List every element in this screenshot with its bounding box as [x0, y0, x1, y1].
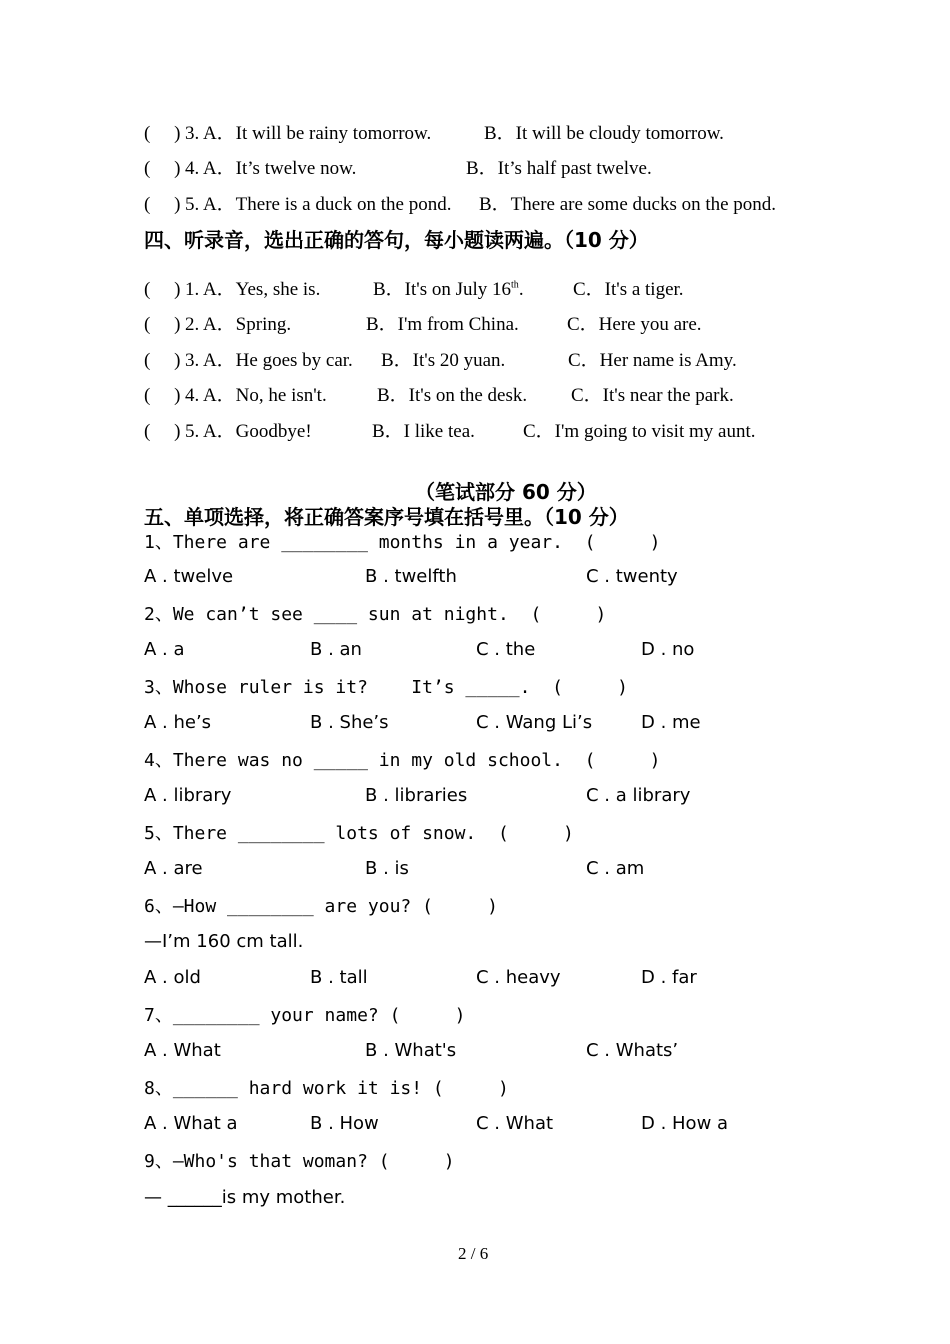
question-2: 2、We can’t see ____ sun at night. ( ): [144, 604, 607, 625]
listening-item-5-b: B．There are some ducks on the pond.: [479, 194, 777, 215]
question-6: 6、—How ________ are you? ( ): [144, 896, 498, 917]
option: B . is: [365, 858, 409, 879]
option: C . a library: [586, 785, 691, 806]
listening-item-5-a: 5. A．There is a duck on the pond.: [185, 194, 452, 215]
option: C . heavy: [476, 967, 561, 988]
option: C . Whats’: [586, 1040, 679, 1061]
s4-item-2-b: B．I'm from China.: [366, 314, 519, 335]
section-4-title: 四、听录音，选出正确的答句，每小题读两遍。（10 分）: [144, 228, 649, 252]
s4-item-1-a: 1. A．Yes, she is.: [185, 279, 321, 300]
page-number: 2 / 6: [458, 1244, 489, 1263]
option: C . Wang Li’s: [476, 712, 593, 733]
bracket: ( ): [144, 385, 181, 406]
option: C . What: [476, 1113, 554, 1134]
option: C . twenty: [586, 566, 678, 587]
bracket: ( ): [144, 421, 181, 442]
bracket: ( ): [144, 350, 181, 371]
question-9-answer: — ______is my mother.: [144, 1187, 346, 1208]
option: A . a: [144, 639, 185, 660]
option: B . She’s: [310, 712, 389, 733]
bracket: ( ): [144, 123, 181, 144]
option: A . old: [144, 967, 201, 988]
option: C . am: [586, 858, 645, 879]
option: B . What's: [365, 1040, 457, 1061]
s4-item-4-a: 4. A．No, he isn't.: [185, 385, 327, 406]
option: B . an: [310, 639, 362, 660]
question-9: 9、—Who's that woman? ( ): [144, 1151, 455, 1172]
listening-item-4-a: 4. A．It’s twelve now.: [185, 158, 357, 179]
listening-item-3-b: B．It will be cloudy tomorrow.: [484, 123, 724, 144]
option: B . twelfth: [365, 566, 457, 587]
option: A . What: [144, 1040, 221, 1061]
s4-item-3-c: C．Her name is Amy.: [568, 350, 737, 371]
option: A . twelve: [144, 566, 234, 587]
question-1: 1、There are ________ months in a year. ( ): [144, 532, 661, 553]
option: B . tall: [310, 967, 368, 988]
s4-item-5-c: C．I'm going to visit my aunt.: [523, 421, 756, 442]
option: D . How a: [641, 1113, 729, 1134]
s4-item-2-c: C．Here you are.: [567, 314, 702, 335]
option: C . the: [476, 639, 536, 660]
s4-item-4-b: B．It's on the desk.: [377, 385, 528, 406]
option: A . library: [144, 785, 232, 806]
s4-item-5-b: B．I like tea.: [372, 421, 475, 442]
s4-item-3-b: B．It's 20 yuan.: [381, 350, 506, 371]
question-5: 5、There ________ lots of snow. ( ): [144, 823, 574, 844]
listening-item-4-b: B．It’s half past twelve.: [466, 158, 652, 179]
option: A . What a: [144, 1113, 238, 1134]
option: A . are: [144, 858, 203, 879]
section-5-title: 五、单项选择，将正确答案序号填在括号里。（10 分）: [144, 505, 629, 529]
option: B . How: [310, 1113, 379, 1134]
question-8: 8、______ hard work it is! ( ): [144, 1078, 509, 1099]
s4-item-2-a: 2. A．Spring.: [185, 314, 292, 335]
question-4: 4、There was no _____ in my old school. ( ): [144, 750, 661, 771]
bracket: ( ): [144, 279, 181, 300]
option: D . far: [641, 967, 697, 988]
question-7: 7、________ your name? ( ): [144, 1005, 466, 1026]
option: D . me: [641, 712, 701, 733]
s4-item-5-a: 5. A．Goodbye!: [185, 421, 312, 442]
s4-item-3-a: 3. A．He goes by car.: [185, 350, 353, 371]
option: A . he’s: [144, 712, 212, 733]
listening-item-3-a: 3. A．It will be rainy tomorrow.: [185, 123, 432, 144]
bracket: ( ): [144, 314, 181, 335]
bracket: ( ): [144, 194, 181, 215]
s4-item-4-c: C．It's near the park.: [571, 385, 734, 406]
question-3: 3、Whose ruler is it? It’s _____. ( ): [144, 677, 628, 698]
s4-item-1-b: B．It's on July 16th.: [373, 279, 524, 300]
option: B . libraries: [365, 785, 468, 806]
bracket: ( ): [144, 158, 181, 179]
question-6-answer: —I’m 160 cm tall.: [144, 931, 304, 952]
s4-item-1-c: C．It's a tiger.: [573, 279, 684, 300]
written-section-header: （笔试部分 60 分）: [415, 480, 597, 504]
option: D . no: [641, 639, 695, 660]
